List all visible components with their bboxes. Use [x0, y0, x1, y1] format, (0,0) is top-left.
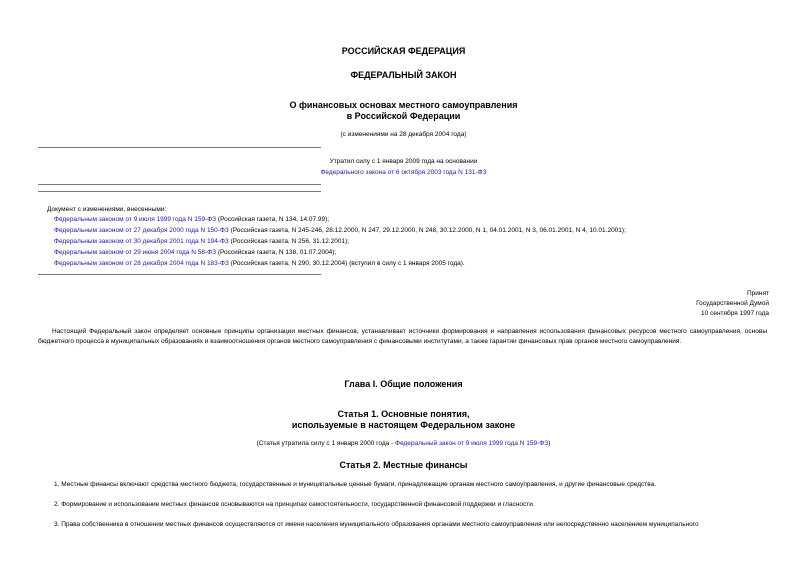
divider [38, 274, 321, 275]
note-suffix: ) [548, 440, 551, 447]
amendment-link[interactable]: Федеральным законом от 28 декабря 2004 года N 183-ФЗ [54, 260, 229, 267]
amendment-link[interactable]: Федеральным законом от 29 июня 2004 года N 58-ФЗ [54, 249, 217, 256]
amendment-source: (Российская газета, N 245-246, 28.12.2000, N 247, 29.12.2000, N 248, 30.12.2000, N 1, 04.01.2001, N 3, 06.01.2001, N 4, 10.01.2001); [228, 227, 626, 234]
article2-title: Статья 2. Местные финансы [339, 460, 468, 470]
amendment-source: (Российская газета, N 256, 31.12.2001); [228, 238, 350, 245]
amended-note: (с изменениями на 28 декабря 2004 года) [340, 131, 467, 138]
article2-paragraph: 2. Формирование и использование местных финансов основываются на принципах самостоятельности, государственной финансовой поддержки и гласности. [54, 501, 535, 508]
amendments-intro: Документ с изменениями, внесенными: [47, 206, 167, 213]
preamble-paragraph: Настоящий Федеральный закон определяет основные принципы организации местных финансов, устанавливает источники формирования и направления использования финансовых ресурсов местного самоуправления, основы бюджетного процесса в муниципальных образованиях и взаимоотношения органов местного самоуправления с финансовыми институтами, а также гарантии финансовых прав органов местного самоуправления. [38, 328, 767, 345]
law-title-line2: в Российской Федерации [346, 111, 461, 121]
divider [38, 147, 321, 148]
status-line: Утратил силу с 1 января 2009 года на основании [329, 158, 478, 165]
law-title-line1: О финансовых основах местного самоуправления [289, 100, 518, 110]
amendment-source: (Российская газета, N 290, 30.12.2004) (вступил в силу с 1 января 2005 года). [228, 260, 465, 267]
amendment-item [54, 227, 626, 234]
amendment-link[interactable]: Федеральным законом от 27 декабря 2000 года N 150-ФЗ [54, 227, 229, 234]
adoption-line1: Принят [746, 290, 769, 297]
amendment-item [54, 249, 336, 256]
divider [38, 191, 321, 192]
amendment-item [54, 238, 349, 245]
article1-repeal-note [0, 440, 807, 447]
chapter-heading: Глава I. Общие положения [344, 379, 463, 389]
amendment-source: (Российская газета, N 138, 01.07.2004); [216, 249, 337, 256]
article2-paragraph: 3. Права собственника в отношении местных финансов осуществляются от имени населения муниципального образования органами местного самоуправления или непосредственно населением муниципального [54, 521, 699, 528]
amendment-link[interactable]: Федеральным законом от 9 июля 1999 года N 159-ФЗ [54, 216, 217, 223]
status-link[interactable]: Федерального закона от 6 октября 2003 года N 131-ФЗ [320, 169, 487, 176]
amendment-item [54, 260, 465, 267]
amendment-link[interactable]: Федеральным законом от 30 декабря 2001 года N 194-ФЗ [54, 238, 229, 245]
amendment-source: (Российская газета, N 134, 14.07.99); [216, 216, 330, 223]
country-heading: РОССИЙСКАЯ ФЕДЕРАЦИЯ [341, 46, 466, 56]
note-link[interactable]: Федеральный закон от 9 июля 1999 года N 159-ФЗ [395, 440, 549, 447]
doc-type-heading: ФЕДЕРАЛЬНЫЙ ЗАКОН [350, 70, 457, 80]
note-prefix: (Статья утратила силу с 1 января 2000 года - [256, 440, 396, 447]
adoption-line2: Государственной Думой [696, 300, 769, 307]
article1-title-line1: Статья 1. Основные понятия, [337, 409, 470, 419]
divider [38, 184, 321, 185]
adoption-date: 10 сентября 1997 года [701, 310, 769, 317]
article1-title-line2: используемые в настоящем Федеральном законе [291, 420, 516, 430]
amendment-item [54, 216, 329, 223]
article2-paragraph: 1. Местные финансы включают средства местного бюджета, государственные и муниципальные ценные бумаги, принадлежащие органам местного самоуправления, и другие финансовые средства. [54, 481, 657, 488]
